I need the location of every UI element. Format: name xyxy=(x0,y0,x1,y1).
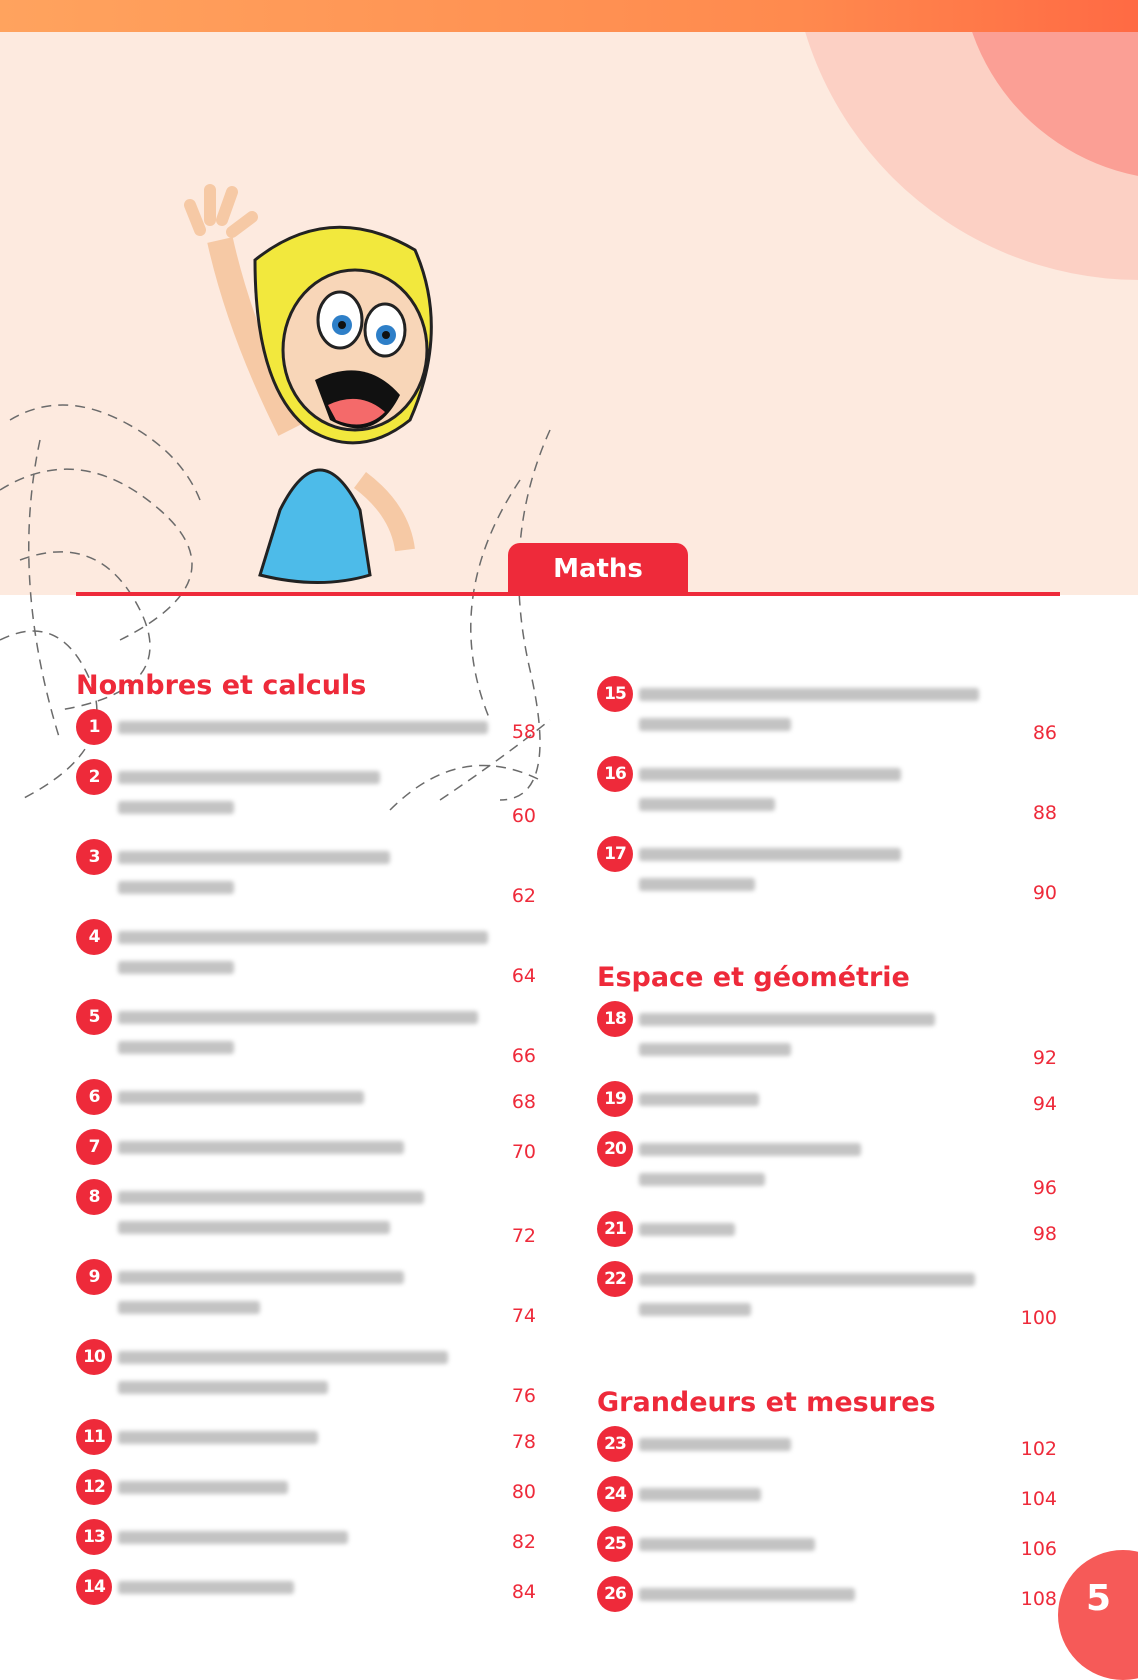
page-ref: 98 xyxy=(1032,1223,1057,1245)
chapter-number-badge: 18 xyxy=(597,1001,633,1037)
toc-entry[interactable] xyxy=(76,1129,536,1171)
toc-entry[interactable] xyxy=(597,756,1057,828)
chapter-number-badge: 22 xyxy=(597,1261,633,1297)
toc-entry[interactable] xyxy=(76,709,536,751)
chapter-number-badge: 13 xyxy=(76,1519,112,1555)
section-title-grandeurs: Grandeurs et mesures xyxy=(597,1387,936,1418)
chapter-number-badge: 2 xyxy=(76,759,112,795)
tab-maths[interactable]: Maths xyxy=(508,543,688,595)
chapter-number-badge: 12 xyxy=(76,1469,112,1505)
page-ref: 72 xyxy=(511,1225,536,1247)
toc-entry[interactable] xyxy=(76,1569,536,1611)
chapter-number-badge: 8 xyxy=(76,1179,112,1215)
toc-entry[interactable] xyxy=(76,1259,536,1331)
page-ref: 86 xyxy=(1032,722,1057,744)
section-title-nombres: Nombres et calculs xyxy=(76,670,367,701)
page-ref: 108 xyxy=(1020,1588,1057,1610)
toc-entry[interactable] xyxy=(76,759,536,831)
page-ref: 60 xyxy=(511,805,536,827)
toc-entry[interactable] xyxy=(76,1339,536,1411)
toc-entry[interactable] xyxy=(597,836,1057,908)
page-ref: 96 xyxy=(1032,1177,1057,1199)
chapter-number-badge: 15 xyxy=(597,676,633,712)
toc-entry[interactable] xyxy=(76,1419,536,1461)
top-color-strip xyxy=(0,0,1138,32)
toc-entry[interactable] xyxy=(76,1519,536,1561)
chapter-number-badge: 11 xyxy=(76,1419,112,1455)
page-ref: 90 xyxy=(1032,882,1057,904)
chapter-number-badge: 3 xyxy=(76,839,112,875)
toc-entry[interactable] xyxy=(76,1179,536,1251)
page-ref: 94 xyxy=(1032,1093,1057,1115)
page-ref: 102 xyxy=(1020,1438,1057,1460)
page-ref: 92 xyxy=(1032,1047,1057,1069)
chapter-number-badge: 26 xyxy=(597,1576,633,1612)
toc-entry[interactable] xyxy=(76,839,536,911)
page-ref: 66 xyxy=(511,1045,536,1067)
chapter-number-badge: 16 xyxy=(597,756,633,792)
section-divider xyxy=(76,592,1060,596)
chapter-number-badge: 1 xyxy=(76,709,112,745)
toc-entry[interactable] xyxy=(597,1426,1057,1468)
page-ref: 68 xyxy=(511,1091,536,1113)
toc-entry[interactable] xyxy=(76,1079,536,1121)
page-ref: 64 xyxy=(511,965,536,987)
page-ref: 58 xyxy=(511,721,536,743)
toc-entry[interactable] xyxy=(597,1261,1057,1333)
page-ref: 76 xyxy=(511,1385,536,1407)
page-ref: 88 xyxy=(1032,802,1057,824)
toc-entry[interactable] xyxy=(597,1526,1057,1568)
chapter-number-badge: 24 xyxy=(597,1476,633,1512)
section-title-espace: Espace et géométrie xyxy=(597,962,910,993)
toc-entry[interactable] xyxy=(597,1081,1057,1123)
chapter-number-badge: 25 xyxy=(597,1526,633,1562)
page-ref: 100 xyxy=(1020,1307,1057,1329)
page-ref: 78 xyxy=(511,1431,536,1453)
chapter-number-badge: 20 xyxy=(597,1131,633,1167)
page-ref: 74 xyxy=(511,1305,536,1327)
page-ref: 70 xyxy=(511,1141,536,1163)
toc-entry[interactable] xyxy=(597,1576,1057,1618)
page-number: 5 xyxy=(1086,1578,1112,1619)
page-ref: 84 xyxy=(511,1581,536,1603)
page-ref: 62 xyxy=(511,885,536,907)
toc-entry[interactable] xyxy=(597,1476,1057,1518)
page-ref: 80 xyxy=(511,1481,536,1503)
toc-left-column xyxy=(76,670,536,1619)
chapter-number-badge: 7 xyxy=(76,1129,112,1165)
chapter-number-badge: 23 xyxy=(597,1426,633,1462)
page-number-badge xyxy=(1058,1550,1138,1680)
chapter-number-badge: 5 xyxy=(76,999,112,1035)
chapter-number-badge: 19 xyxy=(597,1081,633,1117)
mascot-illustration xyxy=(160,180,490,595)
toc-entry[interactable] xyxy=(76,919,536,991)
chapter-number-badge: 10 xyxy=(76,1339,112,1375)
page-ref: 82 xyxy=(511,1531,536,1553)
toc-entry[interactable] xyxy=(597,1211,1057,1253)
chapter-number-badge: 9 xyxy=(76,1259,112,1295)
page-ref: 104 xyxy=(1020,1488,1057,1510)
chapter-number-badge: 14 xyxy=(76,1569,112,1605)
toc-entry[interactable] xyxy=(597,1001,1057,1073)
chapter-number-badge: 17 xyxy=(597,836,633,872)
chapter-number-badge: 6 xyxy=(76,1079,112,1115)
page-ref: 106 xyxy=(1020,1538,1057,1560)
toc-entry[interactable] xyxy=(76,999,536,1071)
toc-entry[interactable] xyxy=(597,1131,1057,1203)
chapter-number-badge: 4 xyxy=(76,919,112,955)
toc-entry[interactable] xyxy=(597,676,1057,748)
chapter-number-badge: 21 xyxy=(597,1211,633,1247)
toc-entry[interactable] xyxy=(76,1469,536,1511)
toc-right-column xyxy=(597,676,1057,1626)
